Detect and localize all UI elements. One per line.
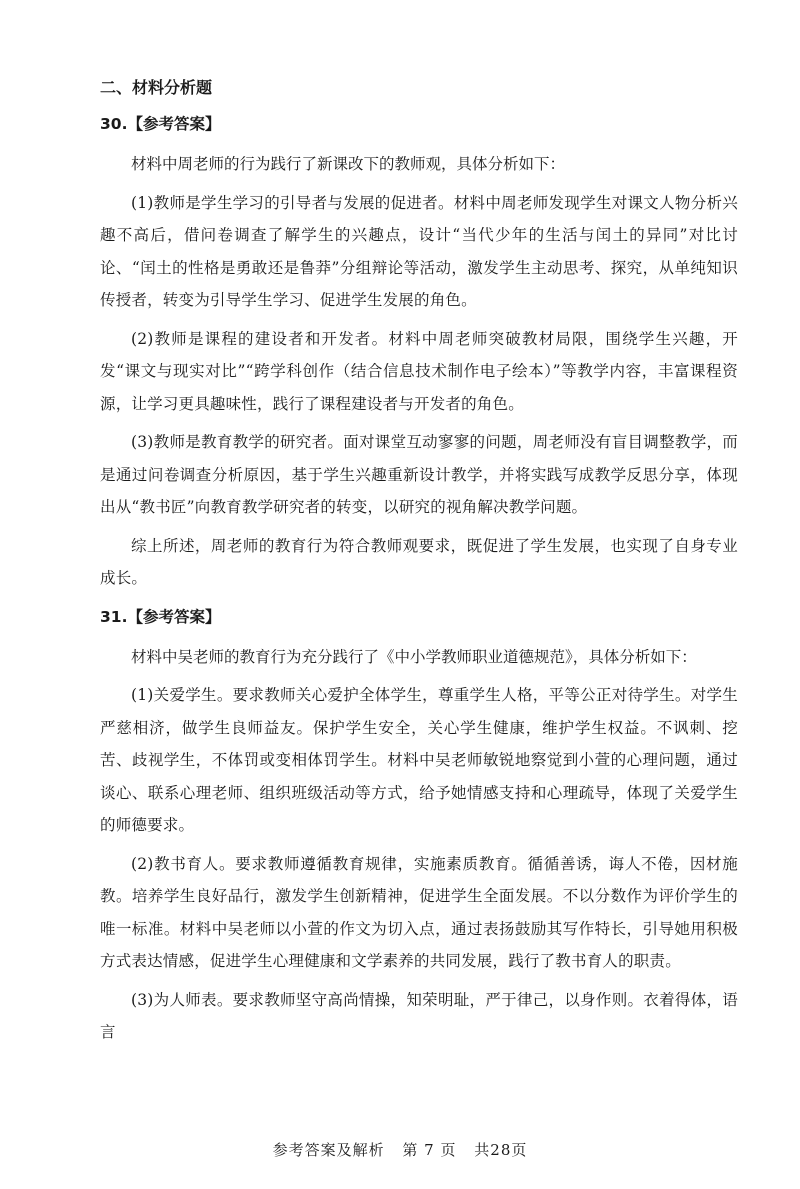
question-31-lead: 材料中吴老师的教育行为充分践行了《中小学教师职业道德规范》，具体分析如下： — [131, 647, 697, 666]
footer-total-pages: 共28页 — [474, 1141, 528, 1159]
question-30-heading: 30.【参考答案】 — [100, 115, 221, 133]
document-body — [100, 78, 738, 1055]
question-30-point-2: (2)教师是课程的建设者和开发者。材料中周老师突破教材局限，围绕学生兴趣，开发“课文与现实对比”“跨学科创作（结合信息技术制作电子绘本）”等教学内容，丰富课程资源，让学习更具趣味性，践行了课程建设者与开发者的角色。 — [100, 329, 738, 413]
question-31-point-1: (1)关爱学生。要求教师关心爱护全体学生，尊重学生人格，平等公正对待学生。对学生严慈相济，做学生良师益友。保护学生安全，关心学生健康，维护学生权益。不讽刺、挖苦、歧视学生，不体罚或变相体罚学生。材料中吴老师敏锐地察觉到小萱的心理问题，通过谈心、联系心理老师、组织班级活动等方式，给予她情感支持和心理疏导，体现了关爱学生的师德要求。 — [100, 686, 738, 834]
question-30-lead: 材料中周老师的行为践行了新课改下的教师观，具体分析如下： — [131, 155, 566, 173]
question-31-point-2: (2)教书育人。要求教师遵循教育规律，实施素质教育。循循善诱，诲人不倦，因材施教。培养学生良好品行，激发学生创新精神，促进学生全面发展。不以分数作为评价学生的唯一标准。材料中吴老师以小萱的作文为切入点，通过表扬鼓励其写作特长，引导她用积极方式表达情感，促进学生心理健康和文学素养的共同发展，践行了教书育人的职责。 — [100, 854, 738, 970]
page-footer — [0, 1140, 800, 1160]
question-31-point-3: (3)为人师表。要求教师坚守高尚情操，知荣明耻，严于律己，以身作则。衣着得体，语言 — [100, 990, 738, 1041]
question-31-heading: 31.【参考答案】 — [100, 607, 221, 626]
question-30-point-3: (3)教师是教育教学的研究者。面对课堂互动寥寥的问题，周老师没有盲目调整教学，而是通过问卷调查分析原因，基于学生兴趣重新设计教学，并将实践写成教学反思分享，体现出从“教书匠”向教育教学研究者的转变，以研究的视角解决教学问题。 — [100, 433, 738, 516]
footer-page-number: 第 7 页 — [402, 1141, 457, 1159]
footer-book-title: 参考答案及解析 — [272, 1141, 385, 1159]
question-30-conclusion: 综上所述，周老师的教育行为符合教师观要求，既促进了学生发展，也实现了自身专业成长。 — [100, 536, 738, 587]
question-30-point-1: (1)教师是学生学习的引导者与发展的促进者。材料中周老师发现学生对课文人物分析兴趣不高后，借问卷调查了解学生的兴趣点，设计“当代少年的生活与闰土的异同”对比讨论、“闰土的性格是勇敢还是鲁莽”分组辩论等活动，激发学生主动思考、探究，从单纯知识传授者，转变为引导学生学习、促进学生发展的角色。 — [100, 193, 738, 309]
section-title: 二、材料分析题 — [100, 78, 213, 97]
